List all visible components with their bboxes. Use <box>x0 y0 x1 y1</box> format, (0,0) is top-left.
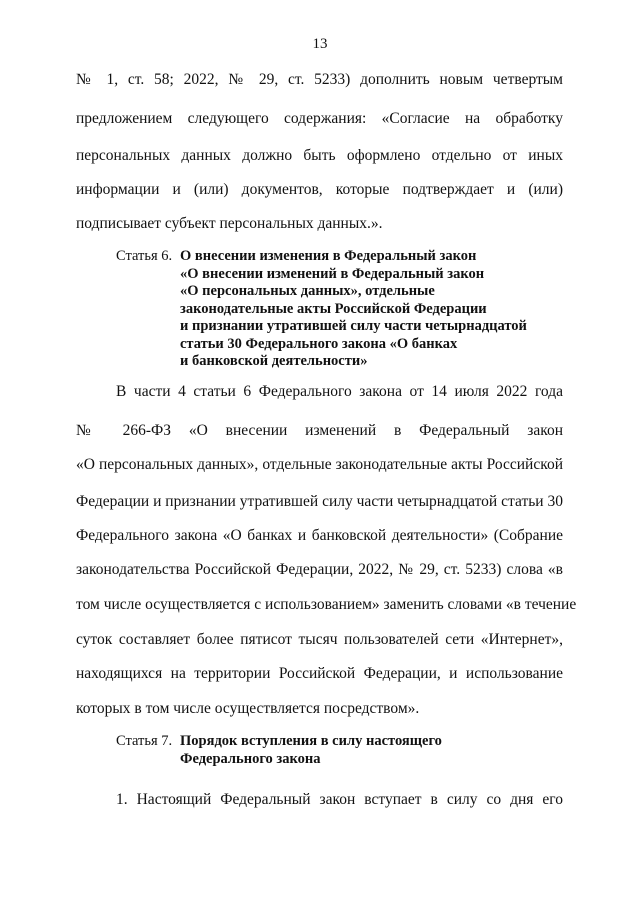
article-6-label: Статья 6. <box>116 248 173 264</box>
paragraph-line: находящихся на территории Российской Федерации, и использование <box>76 665 563 682</box>
article-title-line: Порядок вступления в силу настоящего <box>180 733 442 749</box>
paragraph-line: № 266-ФЗ «О внесении изменений в Федеральный закон <box>76 422 563 439</box>
article-title-line: законодательные акты Российской Федерации <box>180 300 487 317</box>
paragraph-line: суток составляет более пятисот тысяч пользователей сети «Интернет», <box>76 631 563 648</box>
article-title-line: и признании утратившей силу части четырнадцатой <box>180 318 527 334</box>
article-7-title <box>180 733 442 768</box>
article-title-line: «О персональных данных», отдельные <box>180 283 435 299</box>
article-title-line: и банковской деятельности» <box>180 353 368 369</box>
article-7-label: Статья 7. <box>116 733 173 749</box>
article-title-line: статьи 30 Федерального закона «О банках <box>180 335 458 352</box>
paragraph-line: «О персональных данных», отдельные законодательные акты Российской <box>76 456 563 473</box>
paragraph-line: Федерального закона «О банках и банковской деятельности» (Собрание <box>76 527 563 544</box>
paragraph-line: подписывает субъект персональных данных.». <box>76 215 383 232</box>
paragraph-line: предложением следующего содержания: «Согласие на обработку <box>76 110 563 127</box>
article-title-line: «О внесении изменений в Федеральный закон <box>180 265 485 282</box>
article-title-line: Федерального закона <box>180 750 321 767</box>
paragraph-line: информации и (или) документов, которые подтверждает и (или) <box>76 181 563 198</box>
paragraph-line: № 1, ст. 58; 2022, № 29, ст. 5233) дополнить новым четвертым <box>76 71 563 88</box>
paragraph-line: которых в том числе осуществляется посредством». <box>76 700 420 717</box>
paragraph-line: Федерации и признании утратившей силу части четырнадцатой статьи 30 <box>76 493 563 510</box>
article-6-title <box>180 248 527 371</box>
paragraph-line: том числе осуществляется с использованием» заменить словами «в течение <box>76 596 577 613</box>
paragraph-line: 1. Настоящий Федеральный закон вступает в силу со дня его <box>116 791 563 808</box>
paragraph-line: законодательства Российской Федерации, 2022, № 29, ст. 5233) слова «в <box>76 561 563 578</box>
paragraph-line: В части 4 статьи 6 Федерального закона от 14 июля 2022 года <box>116 383 563 400</box>
article-title-line: О внесении изменения в Федеральный закон <box>180 248 477 264</box>
paragraph-line: персональных данных должно быть оформлено отдельно от иных <box>76 147 563 164</box>
page-number: 13 <box>312 36 328 52</box>
